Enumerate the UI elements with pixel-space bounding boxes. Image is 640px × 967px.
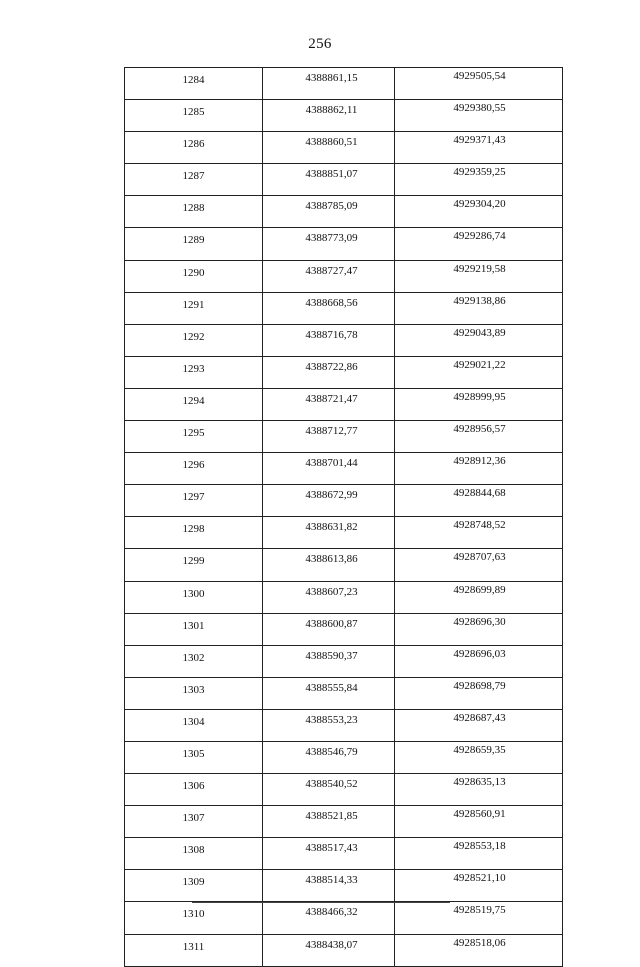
table-row bbox=[125, 132, 563, 164]
point-number-cell: 1295 bbox=[125, 421, 263, 453]
y-coordinate-cell: 4929043,89 bbox=[395, 324, 563, 356]
point-number-cell: 1303 bbox=[125, 677, 263, 709]
table-row bbox=[125, 838, 563, 870]
y-coordinate-cell: 4928698,79 bbox=[395, 677, 563, 709]
point-number-cell: 1310 bbox=[125, 902, 263, 934]
table-row bbox=[125, 581, 563, 613]
point-number-cell: 1300 bbox=[125, 581, 263, 613]
point-number-cell: 1289 bbox=[125, 228, 263, 260]
table-row bbox=[125, 774, 563, 806]
point-number-cell: 1311 bbox=[125, 934, 263, 966]
table-row bbox=[125, 870, 563, 902]
x-coordinate-cell: 4388546,79 bbox=[263, 741, 395, 773]
y-coordinate-cell: 4929021,22 bbox=[395, 356, 563, 388]
y-coordinate-cell: 4929286,74 bbox=[395, 228, 563, 260]
coordinates-table bbox=[124, 67, 563, 967]
x-coordinate-cell: 4388607,23 bbox=[263, 581, 395, 613]
table-row bbox=[125, 228, 563, 260]
point-number-cell: 1291 bbox=[125, 292, 263, 324]
point-number-cell: 1284 bbox=[125, 68, 263, 100]
x-coordinate-cell: 4388631,82 bbox=[263, 517, 395, 549]
table-row bbox=[125, 613, 563, 645]
y-coordinate-cell: 4929359,25 bbox=[395, 164, 563, 196]
table-row bbox=[125, 741, 563, 773]
x-coordinate-cell: 4388860,51 bbox=[263, 132, 395, 164]
y-coordinate-cell: 4928696,30 bbox=[395, 613, 563, 645]
table-row bbox=[125, 196, 563, 228]
x-coordinate-cell: 4388540,52 bbox=[263, 774, 395, 806]
x-coordinate-cell: 4388721,47 bbox=[263, 388, 395, 420]
y-coordinate-cell: 4929371,43 bbox=[395, 132, 563, 164]
point-number-cell: 1292 bbox=[125, 324, 263, 356]
table-row bbox=[125, 485, 563, 517]
y-coordinate-cell: 4929138,86 bbox=[395, 292, 563, 324]
x-coordinate-cell: 4388672,99 bbox=[263, 485, 395, 517]
table-row bbox=[125, 677, 563, 709]
point-number-cell: 1302 bbox=[125, 645, 263, 677]
point-number-cell: 1307 bbox=[125, 806, 263, 838]
x-coordinate-cell: 4388553,23 bbox=[263, 709, 395, 741]
x-coordinate-cell: 4388722,86 bbox=[263, 356, 395, 388]
bottom-rule bbox=[192, 902, 450, 903]
table-row bbox=[125, 356, 563, 388]
point-number-cell: 1297 bbox=[125, 485, 263, 517]
x-coordinate-cell: 4388861,15 bbox=[263, 68, 395, 100]
x-coordinate-cell: 4388668,56 bbox=[263, 292, 395, 324]
y-coordinate-cell: 4928699,89 bbox=[395, 581, 563, 613]
page-number: 256 bbox=[308, 36, 332, 52]
point-number-cell: 1290 bbox=[125, 260, 263, 292]
y-coordinate-cell: 4929380,55 bbox=[395, 100, 563, 132]
x-coordinate-cell: 4388600,87 bbox=[263, 613, 395, 645]
point-number-cell: 1306 bbox=[125, 774, 263, 806]
table-row bbox=[125, 709, 563, 741]
table-row bbox=[125, 68, 563, 100]
point-number-cell: 1287 bbox=[125, 164, 263, 196]
table-row bbox=[125, 324, 563, 356]
table-row bbox=[125, 902, 563, 934]
y-coordinate-cell: 4928560,91 bbox=[395, 806, 563, 838]
y-coordinate-cell: 4928521,10 bbox=[395, 870, 563, 902]
table-row bbox=[125, 388, 563, 420]
table-row bbox=[125, 292, 563, 324]
x-coordinate-cell: 4388521,85 bbox=[263, 806, 395, 838]
point-number-cell: 1286 bbox=[125, 132, 263, 164]
point-number-cell: 1304 bbox=[125, 709, 263, 741]
table-row bbox=[125, 934, 563, 966]
x-coordinate-cell: 4388613,86 bbox=[263, 549, 395, 581]
point-number-cell: 1298 bbox=[125, 517, 263, 549]
y-coordinate-cell: 4928748,52 bbox=[395, 517, 563, 549]
y-coordinate-cell: 4928696,03 bbox=[395, 645, 563, 677]
y-coordinate-cell: 4928999,95 bbox=[395, 388, 563, 420]
point-number-cell: 1309 bbox=[125, 870, 263, 902]
point-number-cell: 1305 bbox=[125, 741, 263, 773]
y-coordinate-cell: 4928553,18 bbox=[395, 838, 563, 870]
y-coordinate-cell: 4928707,63 bbox=[395, 549, 563, 581]
x-coordinate-cell: 4388590,37 bbox=[263, 645, 395, 677]
x-coordinate-cell: 4388555,84 bbox=[263, 677, 395, 709]
y-coordinate-cell: 4928912,36 bbox=[395, 453, 563, 485]
table-row bbox=[125, 549, 563, 581]
x-coordinate-cell: 4388712,77 bbox=[263, 421, 395, 453]
y-coordinate-cell: 4928659,35 bbox=[395, 741, 563, 773]
x-coordinate-cell: 4388851,07 bbox=[263, 164, 395, 196]
x-coordinate-cell: 4388466,32 bbox=[263, 902, 395, 934]
point-number-cell: 1285 bbox=[125, 100, 263, 132]
table-row bbox=[125, 453, 563, 485]
point-number-cell: 1296 bbox=[125, 453, 263, 485]
x-coordinate-cell: 4388862,11 bbox=[263, 100, 395, 132]
y-coordinate-cell: 4928687,43 bbox=[395, 709, 563, 741]
coordinates-table-container bbox=[124, 67, 563, 967]
point-number-cell: 1293 bbox=[125, 356, 263, 388]
table-row bbox=[125, 806, 563, 838]
y-coordinate-cell: 4928844,68 bbox=[395, 485, 563, 517]
x-coordinate-cell: 4388727,47 bbox=[263, 260, 395, 292]
table-row bbox=[125, 164, 563, 196]
x-coordinate-cell: 4388514,33 bbox=[263, 870, 395, 902]
table-row bbox=[125, 100, 563, 132]
point-number-cell: 1288 bbox=[125, 196, 263, 228]
y-coordinate-cell: 4928518,06 bbox=[395, 934, 563, 966]
y-coordinate-cell: 4928519,75 bbox=[395, 902, 563, 934]
y-coordinate-cell: 4929505,54 bbox=[395, 68, 563, 100]
y-coordinate-cell: 4929219,58 bbox=[395, 260, 563, 292]
x-coordinate-cell: 4388701,44 bbox=[263, 453, 395, 485]
y-coordinate-cell: 4928635,13 bbox=[395, 774, 563, 806]
x-coordinate-cell: 4388773,09 bbox=[263, 228, 395, 260]
y-coordinate-cell: 4928956,57 bbox=[395, 421, 563, 453]
table-row bbox=[125, 645, 563, 677]
coordinates-table-body bbox=[125, 68, 563, 967]
point-number-cell: 1308 bbox=[125, 838, 263, 870]
x-coordinate-cell: 4388517,43 bbox=[263, 838, 395, 870]
point-number-cell: 1294 bbox=[125, 388, 263, 420]
point-number-cell: 1299 bbox=[125, 549, 263, 581]
point-number-cell: 1301 bbox=[125, 613, 263, 645]
x-coordinate-cell: 4388716,78 bbox=[263, 324, 395, 356]
y-coordinate-cell: 4929304,20 bbox=[395, 196, 563, 228]
x-coordinate-cell: 4388438,07 bbox=[263, 934, 395, 966]
table-row bbox=[125, 421, 563, 453]
table-row bbox=[125, 260, 563, 292]
table-row bbox=[125, 517, 563, 549]
x-coordinate-cell: 4388785,09 bbox=[263, 196, 395, 228]
